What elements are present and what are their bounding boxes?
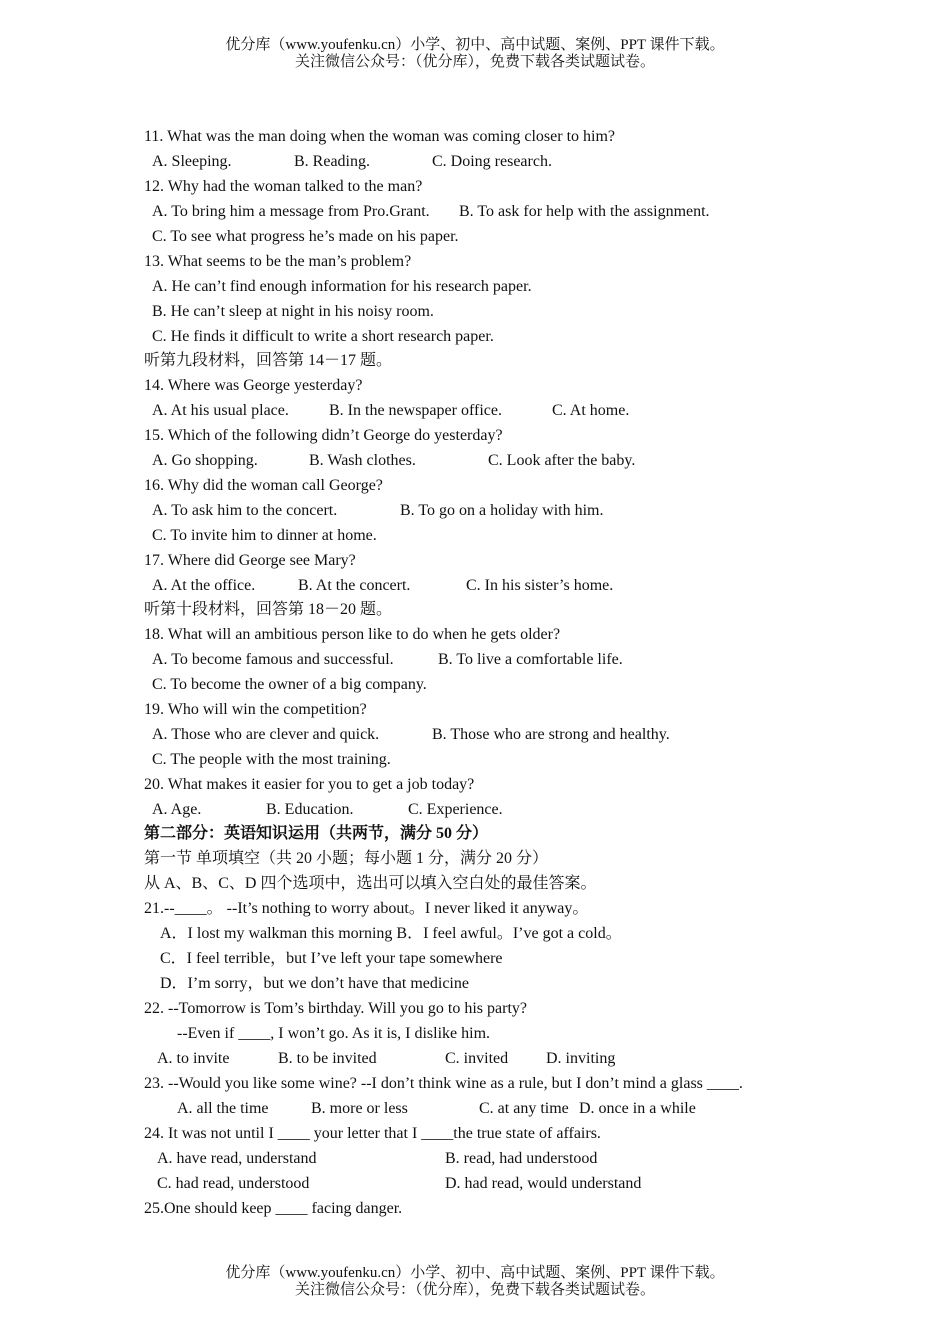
part-2-title: 第二部分：英语知识运用（共两节，满分 50 分）: [144, 825, 489, 842]
question-24-option-d: D. had read, would understand: [445, 1175, 642, 1192]
question-20-option-a: A. Age.: [152, 801, 202, 818]
question-25-stem: 25.One should keep ____ facing danger.: [144, 1200, 403, 1217]
question-20-option-b: B. Education.: [266, 801, 354, 818]
question-24-stem: 24. It was not until I ____ your letter that I ____the true state of affairs.: [144, 1125, 601, 1142]
header-line-1: 优分库（www.youfenku.cn）小学、初中、高中试题、案例、PPT 课件下载。: [225, 37, 725, 53]
question-13-option-a: A. He can’t find enough information for his research paper.: [152, 278, 532, 295]
question-23-stem: 23. --Would you like some wine? --I don’t think wine as a rule, but I don’t mind a glass ____.: [144, 1075, 743, 1092]
question-15-stem: 15. Which of the following didn’t George do yesterday?: [144, 427, 503, 444]
question-19-option-a: A. Those who are clever and quick.: [152, 726, 380, 743]
question-22-option-b: B. to be invited: [278, 1050, 377, 1067]
question-12-option-a: A. To bring him a message from Pro.Grant.: [152, 203, 430, 220]
question-24-option-a: A. have read, understand: [157, 1150, 317, 1167]
question-12-option-c: C. To see what progress he’s made on his paper.: [152, 228, 459, 245]
question-13-option-b: B. He can’t sleep at night in his noisy room.: [152, 303, 434, 320]
page-header: [0, 37, 950, 71]
question-17-option-a: A. At the office.: [152, 577, 256, 594]
question-21-stem: 21.--____。 --It’s nothing to worry about。I never liked it anyway。: [144, 900, 589, 917]
question-22-option-d: D. inviting: [546, 1050, 616, 1067]
page-footer: [0, 1265, 950, 1299]
question-24-option-c: C. had read, understood: [157, 1175, 310, 1192]
question-21-options-ab: A．I lost my walkman this morning B．I feel awful。I’ve got a cold。: [160, 925, 622, 942]
question-18-stem: 18. What will an ambitious person like to do when he gets older?: [144, 626, 561, 643]
header-line-2: 关注微信公众号：（优分库），免费下载各类试题试卷。: [294, 54, 655, 70]
question-21-option-d: D．I’m sorry，but we don’t have that medicine: [160, 975, 469, 992]
question-23-option-b: B. more or less: [311, 1100, 408, 1117]
footer-line-2: 关注微信公众号：（优分库），免费下载各类试题试卷。: [294, 1282, 655, 1298]
question-17-stem: 17. Where did George see Mary?: [144, 552, 356, 569]
question-17-option-b: B. At the concert.: [298, 577, 411, 594]
question-22-line-2: --Even if ____, I won’t go. As it is, I dislike him.: [177, 1025, 491, 1042]
question-18-option-c: C. To become the owner of a big company.: [152, 676, 427, 693]
question-21-option-c: C．I feel terrible，but I’ve left your tape somewhere: [160, 950, 503, 967]
question-22-option-c: C. invited: [445, 1050, 509, 1067]
question-20-option-c: C. Experience.: [408, 801, 503, 818]
question-23-option-c: C. at any time: [479, 1100, 569, 1117]
part-2-subtitle: 第一节 单项填空（共 20 小题；每小题 1 分，满分 20 分）: [144, 850, 549, 867]
question-11-option-c: C. Doing research.: [432, 153, 552, 170]
question-13-option-c: C. He finds it difficult to write a short research paper.: [152, 328, 494, 345]
question-19-option-c: C. The people with the most training.: [152, 751, 391, 768]
question-16-option-a: A. To ask him to the concert.: [152, 502, 338, 519]
question-13-stem: 13. What seems to be the man’s problem?: [144, 253, 412, 270]
section-9-instruction: 听第九段材料，回答第 14－17 题。: [144, 352, 393, 369]
question-14-option-c: C. At home.: [552, 402, 630, 419]
question-15-option-a: A. Go shopping.: [152, 452, 258, 469]
question-14-option-a: A. At his usual place.: [152, 402, 289, 419]
question-15-option-c: C. Look after the baby.: [488, 452, 636, 469]
question-12-stem: 12. Why had the woman talked to the man?: [144, 178, 423, 195]
question-19-stem: 19. Who will win the competition?: [144, 701, 367, 718]
question-23-option-a: A. all the time: [177, 1100, 269, 1117]
question-14-option-b: B. In the newspaper office.: [329, 402, 502, 419]
question-22-stem: 22. --Tomorrow is Tom’s birthday. Will you go to his party?: [144, 1000, 528, 1017]
question-16-stem: 16. Why did the woman call George?: [144, 477, 383, 494]
question-16-option-b: B. To go on a holiday with him.: [400, 502, 604, 519]
question-11-stem: 11. What was the man doing when the woman was coming closer to him?: [144, 128, 616, 145]
question-14-stem: 14. Where was George yesterday?: [144, 377, 363, 394]
question-12-option-b: B. To ask for help with the assignment.: [459, 203, 710, 220]
question-18-option-b: B. To live a comfortable life.: [438, 651, 623, 668]
part-2-instruction: 从 A、B、C、D 四个选项中，选出可以填入空白处的最佳答案。: [144, 875, 597, 892]
question-19-option-b: B. Those who are strong and healthy.: [432, 726, 670, 743]
question-11-option-b: B. Reading.: [294, 153, 370, 170]
question-23-option-d: D. once in a while: [579, 1100, 696, 1117]
question-18-option-a: A. To become famous and successful.: [152, 651, 394, 668]
question-15-option-b: B. Wash clothes.: [309, 452, 416, 469]
question-11-option-a: A. Sleeping.: [152, 153, 232, 170]
question-16-option-c: C. To invite him to dinner at home.: [152, 527, 377, 544]
question-24-option-b: B. read, had understood: [445, 1150, 598, 1167]
question-20-stem: 20. What makes it easier for you to get a job today?: [144, 776, 475, 793]
question-17-option-c: C. In his sister’s home.: [466, 577, 614, 594]
section-10-instruction: 听第十段材料，回答第 18－20 题。: [144, 601, 393, 618]
question-22-option-a: A. to invite: [157, 1050, 230, 1067]
footer-line-1: 优分库（www.youfenku.cn）小学、初中、高中试题、案例、PPT 课件下载。: [225, 1265, 725, 1281]
